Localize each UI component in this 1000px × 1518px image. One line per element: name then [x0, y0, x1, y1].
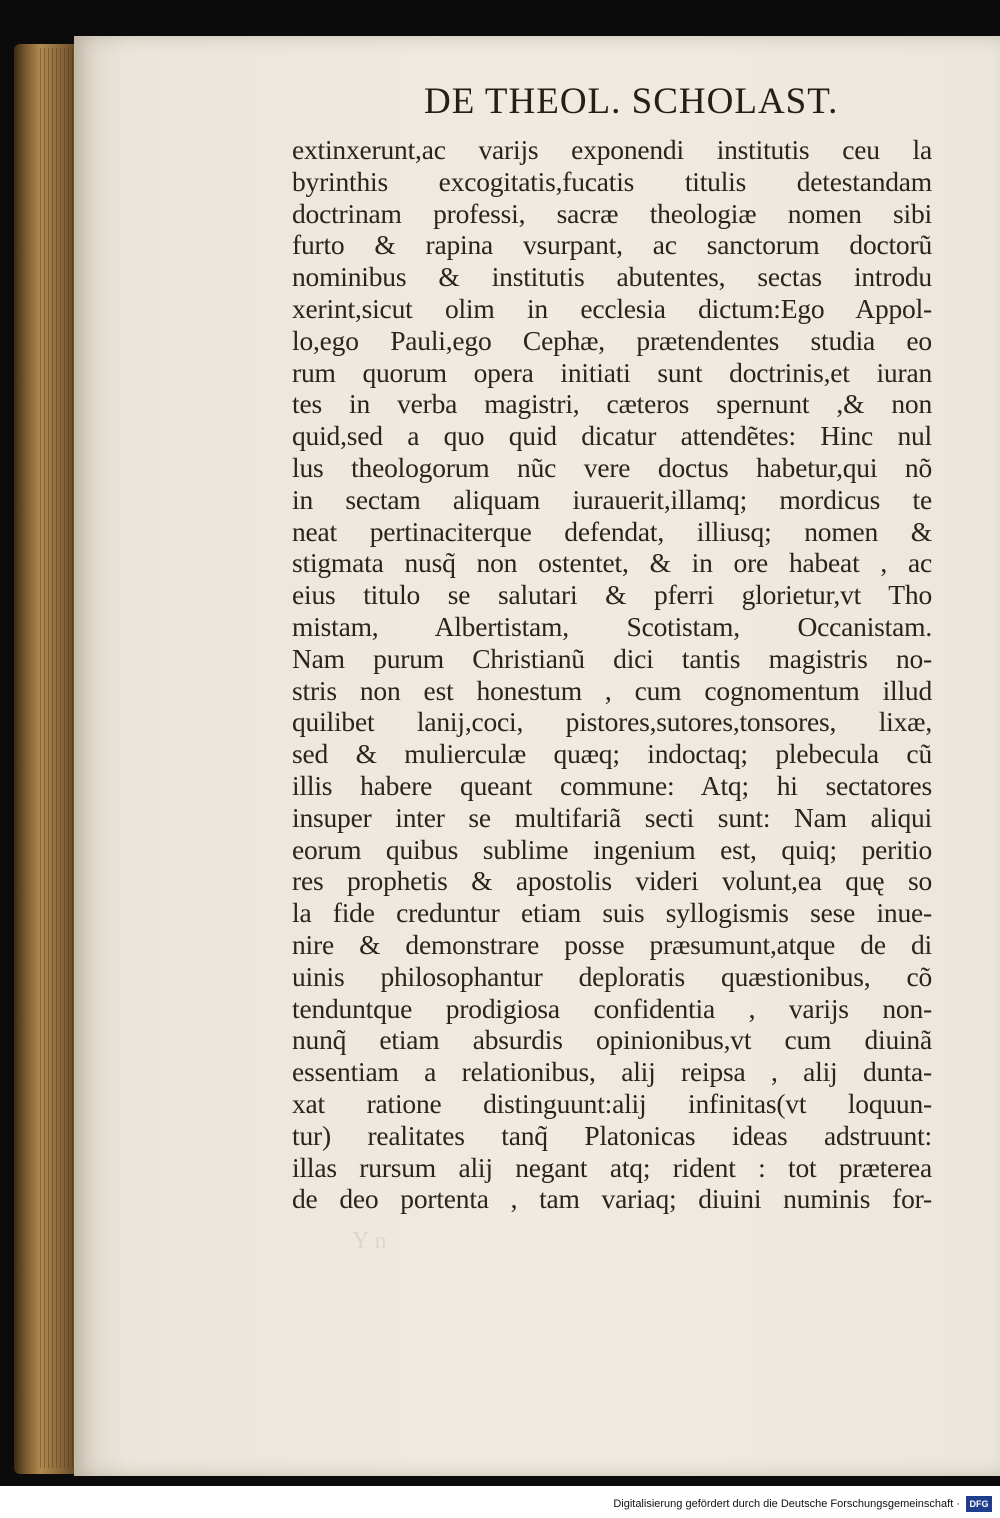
bleed-through-text: Y n	[352, 1228, 387, 1254]
footer-credit: Digitalisierung gefördert durch die Deutsche Forschungsgemeinschaft ·	[613, 1498, 960, 1510]
text-line: stris non est honestum , cum cognomentum illud	[292, 674, 932, 706]
text-line: nominibus & institutis abutentes, sectas introdu	[292, 261, 932, 293]
text-line: extinxerunt,ac varijs exponendi institutis ceu la	[292, 134, 932, 165]
text-line: quid,sed a quo quid dicatur attendẽtes: Hinc nul	[292, 420, 932, 452]
text-line: nire & demonstrare posse præsumunt,atque de di	[292, 928, 932, 960]
text-line: nunq̃ etiam absurdis opinionibus,vt cum diuinã	[292, 1024, 932, 1056]
text-line: lo,ego Pauli,ego Cephæ, prætendentes studia eo	[292, 324, 932, 356]
text-line: eius titulo se salutari & pferri glorietur,vt Tho	[292, 579, 932, 611]
text-line: sed & mulierculæ quæq; indoctaq; plebecula cũ	[292, 738, 932, 770]
text-line: lus theologorum nũc vere doctus habetur,qui nõ	[292, 451, 932, 483]
text-line: tur) realitates tanq̃ Platonicas ideas adstruunt:	[292, 1119, 932, 1151]
dfg-logo: DFG	[966, 1496, 992, 1512]
text-line: uinis philosophantur deploratis quæstionibus, cõ	[292, 960, 932, 992]
text-line: xerint,sicut olim in ecclesia dictum:Ego Appol-	[292, 292, 932, 324]
text-line: in sectam aliquam iurauerit,illamq; mordicus te	[292, 483, 932, 515]
text-line: stigmata nusq̃ non ostentet, & in ore habeat , ac	[292, 547, 932, 579]
text-line: insuper inter se multifariã secti sunt: Nam aliqui	[292, 801, 932, 833]
text-line: tenduntque prodigiosa confidentia , varijs non-	[292, 992, 932, 1024]
page-edges	[40, 48, 74, 1468]
text-line: mistam, Albertistam, Scotistam, Occanistam.	[292, 610, 932, 642]
text-line: byrinthis excogitatis,fucatis titulis detestandam	[292, 165, 932, 197]
text-block	[292, 134, 932, 1215]
text-line: quilibet lanij,coci, pistores,sutores,tonsores, lixæ,	[292, 706, 932, 738]
text-line: illas rursum alij negant atq; rident : tot præterea	[292, 1151, 932, 1183]
text-line: Nam purum Christianũ dici tantis magistris no-	[292, 642, 932, 674]
text-line: neat pertinaciterque defendat, illiusq; nomen &	[292, 515, 932, 547]
text-line: furto & rapina vsurpant, ac sanctorum doctorũ	[292, 229, 932, 261]
text-line: essentiam a relationibus, alij reipsa , alij dunta-	[292, 1056, 932, 1088]
text-line: doctrinam professi, sacræ theologiæ nomen sibi	[292, 197, 932, 229]
text-line: tes in verba magistri, cæteros spernunt ,& non	[292, 388, 932, 420]
text-line: xat ratione distinguunt:alij infinitas(vt loquun-	[292, 1087, 932, 1119]
text-line: rum quorum opera initiati sunt doctrinis,et iuran	[292, 356, 932, 388]
footer-bar	[0, 1486, 1000, 1518]
text-line: la fide creduntur etiam suis syllogismis sese inue-	[292, 897, 932, 929]
running-head: DE THEOL. SCHOLAST.	[424, 81, 839, 122]
text-line: res prophetis & apostolis videri volunt,ea quę so	[292, 865, 932, 897]
text-line: eorum quibus sublime ingenium est, quiq; peritio	[292, 833, 932, 865]
text-line: illis habere queant commune: Atq; hi sectatores	[292, 769, 932, 801]
text-line: de deo portenta , tam variaq; diuini numinis for-	[292, 1183, 932, 1215]
